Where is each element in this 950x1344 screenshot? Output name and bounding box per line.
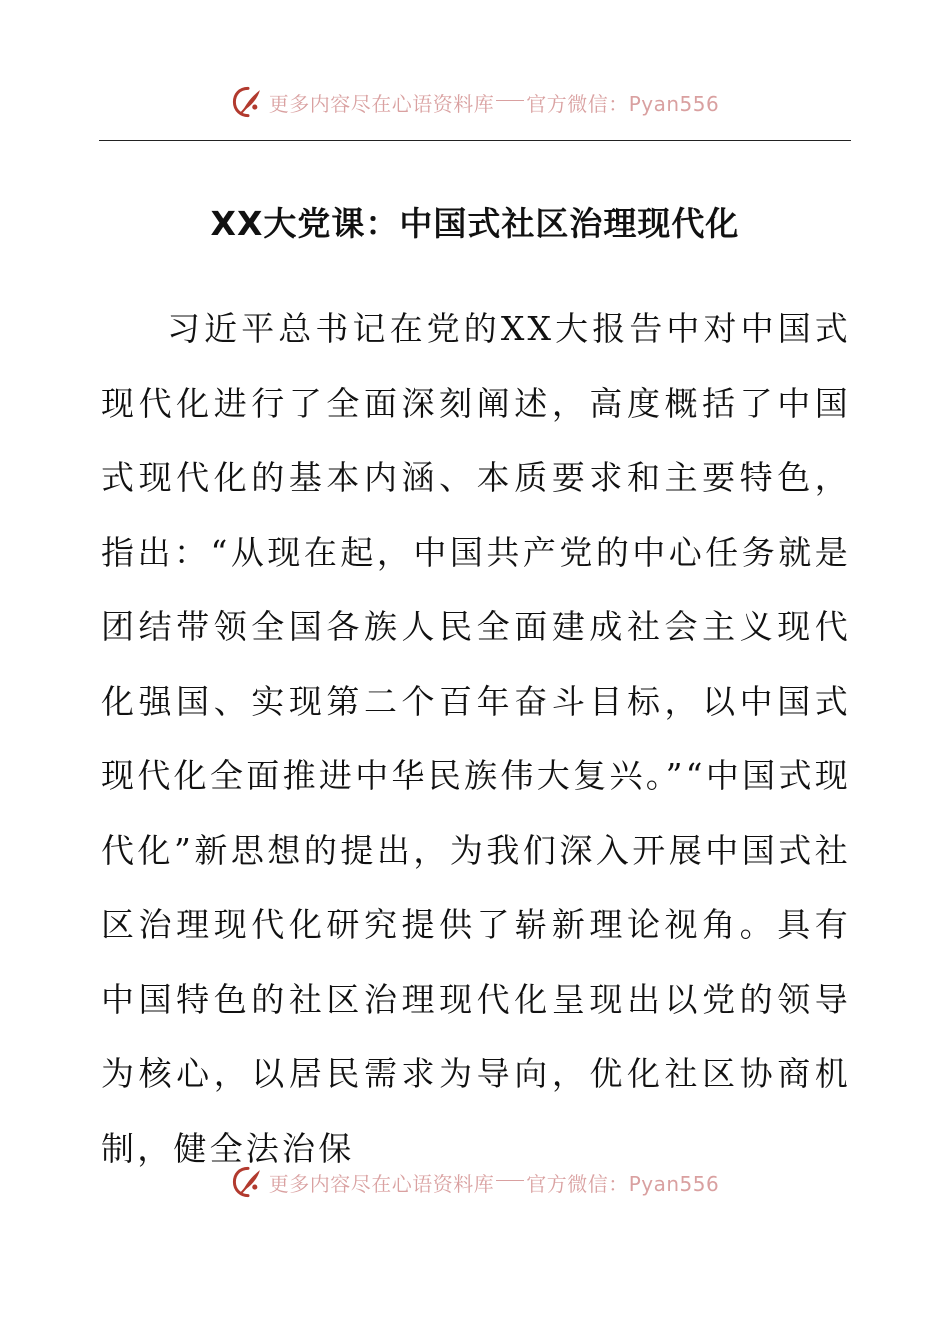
banner-separator [496, 100, 524, 101]
banner-separator [496, 1180, 524, 1181]
banner-wechat-text: 官方微信：Pyan556 [526, 1171, 720, 1196]
body-paragraph: 习近平总书记在党的XX大报告中对中国式现代化进行了全面深刻阐述，高度概括了中国式现代化的基本内涵、本质要求和主要特色，指出：“从现在起，中国共产党的中心任务就是团结带领全国各族人民全面建成社会主义现代化强国、实现第二个百年奋斗目标，以中国式现代化全面推进中华民族伟大复兴。”“中国式现代化”新思想的提出，为我们深入开展中国式社区治理现代化研究提供了崭新理论视角。具有中国特色的社区治理现代化呈现出以党的领导为核心，以居民需求为导向，优化社区协商机制，健全法治保 [101, 309, 851, 1168]
banner-wechat-text: 官方微信：Pyan556 [526, 91, 720, 116]
document-title: XX大党课：中国式社区治理现代化 [210, 204, 740, 243]
quill-pen-logo-icon [231, 85, 265, 119]
header-banner [0, 82, 950, 122]
header-divider [99, 140, 851, 141]
footer-banner [0, 1162, 950, 1202]
quill-pen-logo-icon [231, 1165, 265, 1199]
banner-site-text: 更多内容尽在心语资料库 [268, 1171, 495, 1196]
banner-site-text: 更多内容尽在心语资料库 [268, 91, 495, 116]
